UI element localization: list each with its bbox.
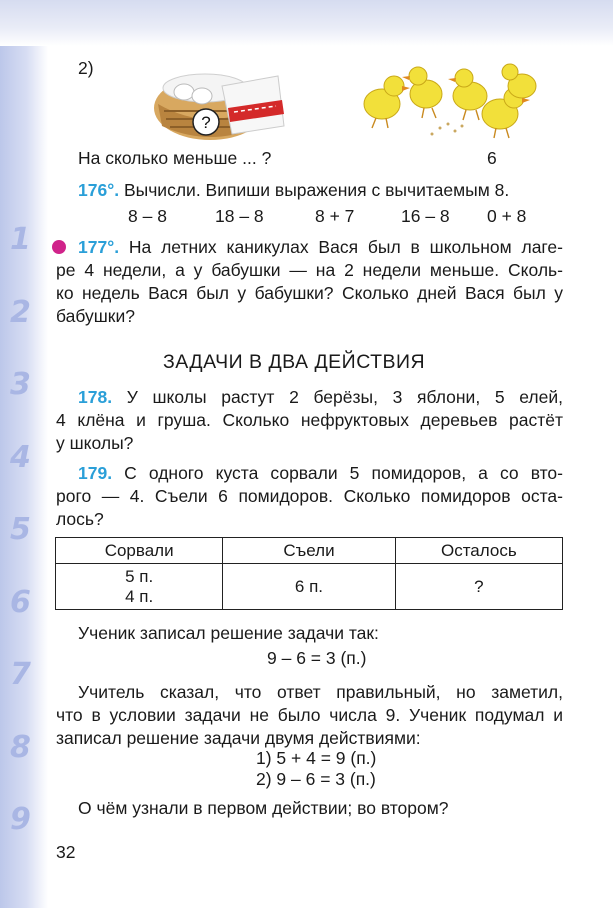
task-176-text: Вычисли. Випиши выражения с вычитаемым 8. — [123, 180, 510, 200]
part-label: 2) — [78, 58, 94, 78]
answer-value: 6 — [487, 148, 497, 168]
task-176-number: 176°. — [78, 180, 120, 200]
step-1: 1) 5 + 4 = 9 (п.) — [256, 748, 377, 768]
svg-text:?: ? — [201, 113, 211, 132]
task-179-line-1: 179. С одного куста сорвали 5 помидоров, а со вто- — [78, 463, 563, 483]
task-176-expr-2: 18 – 8 — [215, 206, 264, 226]
task-178-line-2: 4 клёна и груша. Сколько нефруктовых деревьев растёт — [56, 410, 563, 430]
section-title: ЗАДАЧИ В ДВА ДЕЙСТВИЯ — [163, 351, 426, 373]
table-cell-left: ? — [395, 564, 562, 610]
side-tab-2: 2 — [10, 295, 31, 330]
task-176-expr-5: 0 + 8 — [487, 206, 527, 226]
chicks-icon — [364, 64, 536, 129]
question-line: На сколько меньше ... ? — [78, 148, 272, 168]
task-179-line-2: рого — 4. Съели 6 помидоров. Сколько помидоров оста- — [56, 486, 563, 506]
side-tab-8: 8 — [10, 730, 31, 765]
side-tab-1: 1 — [10, 222, 31, 257]
task-177-line-4: бабушки? — [56, 306, 135, 326]
page-number: 32 — [56, 842, 76, 862]
side-tab-7: 7 — [10, 657, 31, 692]
illustration-basket-and-chicks — [150, 56, 552, 146]
task-176-expr-1: 8 – 8 — [128, 206, 167, 226]
task-178-number: 178. — [78, 387, 113, 407]
teacher-line-1: Учитель сказал, что ответ правильный, но заметил, — [78, 682, 563, 702]
task-177-line-3: ко недель Вася был у бабушки? Сколько дней Вася был у — [56, 283, 563, 303]
task-177-line-1: 177°. На летних каникулах Вася был в школьном лаге- — [78, 237, 563, 257]
task-177-marker — [52, 240, 66, 254]
final-question: О чём узнали в первом действии; во втором? — [78, 798, 449, 818]
step-2: 2) 9 – 6 = 3 (п.) — [256, 769, 376, 789]
side-tab-9: 9 — [10, 802, 31, 837]
top-band — [0, 0, 613, 46]
student-intro: Ученик записал решение задачи так: — [78, 623, 379, 643]
table-header-picked: Сорвали — [56, 538, 223, 564]
side-tab-4: 4 — [10, 440, 31, 475]
task-176-expr-4: 16 – 8 — [401, 206, 450, 226]
table-cell-eaten: 6 п. — [223, 564, 395, 610]
side-tab-5: 5 — [10, 512, 31, 547]
table-cell-picked: 5 п. 4 п. — [56, 564, 223, 610]
teacher-line-2: что в условии задачи не было числа 9. Ученик подумал и — [56, 705, 563, 725]
side-tab-6: 6 — [10, 585, 31, 620]
task-177-number: 177°. — [78, 237, 120, 257]
table-header-left: Осталось — [395, 538, 562, 564]
table-header-eaten: Съели — [223, 538, 395, 564]
task-176-expr-3: 8 + 7 — [315, 206, 355, 226]
side-tab-3: 3 — [10, 367, 31, 402]
task-178-line-3: у школы? — [56, 433, 134, 453]
task-177-line-2: ре 4 недели, а у бабушки — на 2 недели меньше. Сколь- — [56, 260, 563, 280]
task-176 — [78, 180, 509, 201]
task-179-number: 179. — [78, 463, 113, 483]
side-tab-strip — [0, 46, 48, 908]
task-178-line-1: 178. У школы растут 2 берёзы, 3 яблони, 5 елей, — [78, 387, 563, 407]
task-179-line-3: лось? — [56, 509, 104, 529]
student-solution: 9 – 6 = 3 (п.) — [267, 648, 367, 668]
task-179-table — [55, 537, 563, 610]
teacher-line-3: записал решение задачи двумя действиями: — [56, 728, 421, 748]
